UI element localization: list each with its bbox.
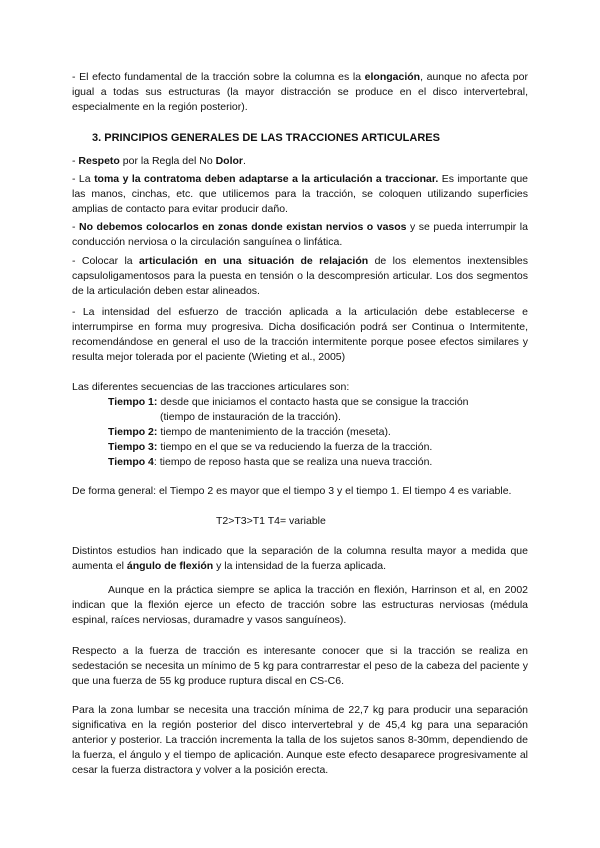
intro-text-a: - El efecto fundamental de la tracción sobre la columna es la <box>72 71 365 83</box>
intro-text-c: , aunque no afecta por igual a todas sus estructuras (la mayor distracción se produce en el disco intervertebral, especialmente en la región posterior). <box>72 71 528 113</box>
t1-text: desde que iniciamos el contacto hasta que se consigue la tracción <box>157 396 469 408</box>
flexion-paragraph: Aunque en la práctica siempre se aplica la tracción en flexión, Harrinson et al, en 2002 indican que la flexión ejerce un efecto de tracción sobre las estructuras nerviosas (médula espinal, raíces nerviosas, duramadre y vasos sanguíneos). <box>72 584 528 626</box>
sequence-tiempo-2 <box>108 425 391 440</box>
p4-bold: articulación en una situación de relajación <box>139 255 369 267</box>
formula: T2>T3>T1 T4= variable <box>216 515 326 527</box>
t3-label: Tiempo 3: <box>108 441 158 453</box>
t4-text: : tiempo de reposo hasta que se realiza una nueva tracción. <box>153 456 433 468</box>
t1-label: Tiempo 1: <box>108 396 158 408</box>
p4-text-c: de los elementos inextensibles capsuloligamentosos para la puesta en tensión o la descompresión articular. Los dos segmentos de la articulación deben estar alineados. <box>72 255 528 297</box>
p4-text-a: - Colocar la <box>72 255 140 267</box>
principle-toma <box>72 172 528 217</box>
t3-text: tiempo en el que se va reduciendo la fuerza de la tracción. <box>157 441 433 453</box>
p3-text-a: - <box>72 221 80 233</box>
intro-bold-elongacion: elongación <box>364 71 421 83</box>
sequences-intro: Las diferentes secuencias de las tracciones articulares son: <box>72 381 350 393</box>
p2-text-a: - La <box>72 173 95 185</box>
principle-respeto <box>72 154 528 169</box>
t2-text: tiempo de mantenimiento de la tracción (meseta). <box>157 426 391 438</box>
general-form-paragraph: De forma general: el Tiempo 2 es mayor que el tiempo 3 y el tiempo 1. El tiempo 4 es variable. <box>72 485 512 497</box>
studies-paragraph <box>72 544 528 574</box>
sequence-tiempo-1-cont: (tiempo de instauración de la tracción). <box>160 411 341 423</box>
cervical-paragraph: Respecto a la fuerza de tracción es interesante conocer que si la tracción se realiza en sedestación se necesita un mínimo de 5 kg para contrarrestar el peso de la cabeza del paciente y que una fuerza de 55 kg produce ruptura discal en CS-C6. <box>72 645 528 687</box>
p3-bold: No debemos colocarlos en zonas donde existan nervios o vasos <box>79 221 407 233</box>
p1-bold-respeto: Respeto <box>78 155 120 167</box>
p1-text-c: por la Regla del No <box>119 155 216 167</box>
p1-bold-dolor: Dolor <box>215 155 244 167</box>
studies-text-a: Distintos estudios han indicado que la separación de la columna resulta mayor a medida que aumenta el <box>72 545 528 572</box>
p3-text-c: y se pueda interrumpir la conducción nerviosa o la circulación sanguínea o linfática. <box>72 221 528 248</box>
principle-intensidad: - La intensidad del esfuerzo de tracción aplicada a la articulación debe establecerse e interrumpirse en forma muy progresiva. Dicha dosificación podrá ser Continua o Intermitente, recomendándose en general el uso de la tracción intermitente porque posee efectos similares y resulta mejor tolerada por el paciente (Wieting et al., 2005) <box>72 306 528 363</box>
p2-bold: toma y la contratoma deben adaptarse a la articulación a traccionar. <box>94 173 439 185</box>
section-heading: 3. PRINCIPIOS GENERALES DE LAS TRACCIONES ARTICULARES <box>92 132 440 144</box>
lumbar-paragraph: Para la zona lumbar se necesita una tracción mínima de 22,7 kg para producir una separación significativa en la región posterior del disco intervertebral y de 45,4 kg para una separación anterior y posterior. La tracción incrementa la talla de los sujetos sanos 8-30mm, dependiendo de la fuerza, el ángulo y el tiempo de aplicación. Aunque este efecto desaparece progresivamente al cesar la fuerza distractora y volver a la posición erecta. <box>72 704 528 776</box>
principle-nervios <box>72 220 528 250</box>
principle-relajacion <box>72 254 528 299</box>
p2-text-c: Es importante que las manos, cinchas, etc. que utilicemos para la tracción, se coloquen utilizando superficies amplias de contacto para evitar producir daño. <box>72 173 529 215</box>
sequence-tiempo-3 <box>108 440 432 455</box>
p1-text-a: - <box>72 155 79 167</box>
t4-label: Tiempo 4 <box>108 456 154 468</box>
studies-bold-angulo: ángulo de flexión <box>126 560 214 572</box>
sequence-tiempo-4 <box>108 455 432 470</box>
studies-text-c: y la intensidad de la fuerza aplicada. <box>213 560 386 572</box>
p1-text-e: . <box>243 155 246 167</box>
t2-label: Tiempo 2: <box>108 426 158 438</box>
sequence-tiempo-1 <box>108 395 469 410</box>
intro-paragraph <box>72 70 528 115</box>
